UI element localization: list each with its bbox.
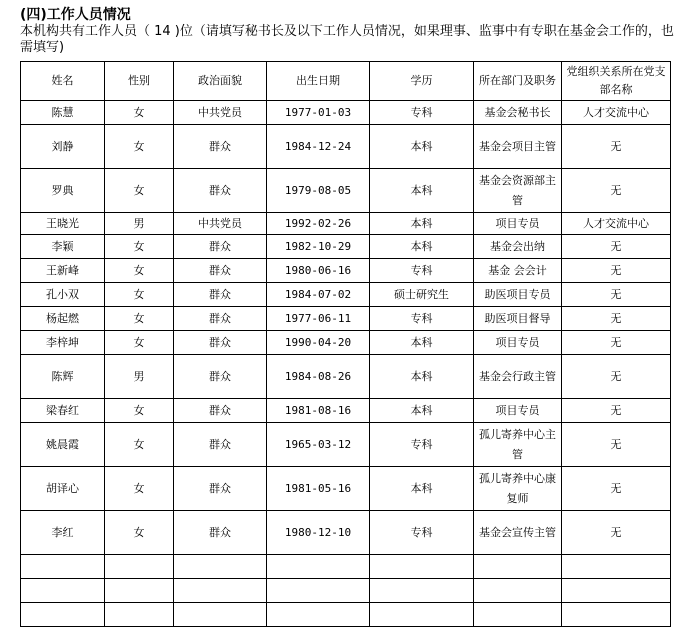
header-birth-date: 出生日期 — [267, 62, 370, 101]
cell-party-branch: 人才交流中心 — [562, 213, 671, 235]
cell-party-branch: 无 — [562, 511, 671, 555]
cell-name: 孔小双 — [21, 283, 105, 307]
cell-birth-date: 1982-10-29 — [267, 235, 370, 259]
empty-cell — [562, 579, 671, 603]
table-row — [21, 169, 671, 213]
header-department: 所在部门及职务 — [474, 62, 562, 101]
cell-department: 基金会宣传主管 — [474, 511, 562, 555]
cell-party-branch: 人才交流中心 — [562, 101, 671, 125]
table-row — [21, 355, 671, 399]
cell-party-branch: 无 — [562, 331, 671, 355]
cell-education: 本科 — [370, 331, 474, 355]
cell-birth-date: 1977-01-03 — [267, 101, 370, 125]
cell-party-branch: 无 — [562, 125, 671, 169]
cell-department: 孤儿寄养中心康复师 — [474, 467, 562, 511]
cell-name: 杨起燃 — [21, 307, 105, 331]
cell-education: 本科 — [370, 399, 474, 423]
header-name: 姓名 — [21, 62, 105, 101]
cell-political-status: 群众 — [174, 399, 267, 423]
cell-name: 陈辉 — [21, 355, 105, 399]
cell-political-status: 群众 — [174, 467, 267, 511]
cell-political-status: 群众 — [174, 235, 267, 259]
empty-cell — [474, 555, 562, 579]
cell-party-branch: 无 — [562, 355, 671, 399]
empty-cell — [267, 603, 370, 627]
empty-cell — [105, 579, 174, 603]
cell-party-branch: 无 — [562, 259, 671, 283]
cell-education: 本科 — [370, 125, 474, 169]
cell-education: 硕士研究生 — [370, 283, 474, 307]
cell-department: 项目专员 — [474, 331, 562, 355]
cell-birth-date: 1981-05-16 — [267, 467, 370, 511]
cell-political-status: 群众 — [174, 423, 267, 467]
empty-cell — [267, 579, 370, 603]
section-heading: (四)工作人员情况 — [20, 7, 131, 23]
cell-gender: 女 — [105, 125, 174, 169]
table-header-row — [21, 62, 671, 101]
cell-gender: 女 — [105, 423, 174, 467]
cell-birth-date: 1984-07-02 — [267, 283, 370, 307]
empty-cell — [105, 555, 174, 579]
cell-name: 李颖 — [21, 235, 105, 259]
cell-name: 李红 — [21, 511, 105, 555]
empty-cell — [370, 555, 474, 579]
table-row — [21, 331, 671, 355]
cell-gender: 女 — [105, 511, 174, 555]
cell-gender: 男 — [105, 213, 174, 235]
cell-education: 专科 — [370, 423, 474, 467]
cell-party-branch: 无 — [562, 467, 671, 511]
empty-cell — [174, 579, 267, 603]
table-row — [21, 213, 671, 235]
cell-party-branch: 无 — [562, 399, 671, 423]
empty-cell — [21, 579, 105, 603]
cell-education: 本科 — [370, 355, 474, 399]
cell-education: 本科 — [370, 213, 474, 235]
empty-cell — [105, 603, 174, 627]
cell-political-status: 群众 — [174, 331, 267, 355]
header-party-branch: 党组织关系所在党支部名称 — [562, 62, 671, 101]
table-row — [21, 467, 671, 511]
staff-table — [20, 61, 671, 627]
cell-name: 王晓光 — [21, 213, 105, 235]
cell-gender: 女 — [105, 399, 174, 423]
cell-name: 刘静 — [21, 125, 105, 169]
cell-name: 胡译心 — [21, 467, 105, 511]
cell-department: 项目专员 — [474, 399, 562, 423]
cell-education: 专科 — [370, 101, 474, 125]
cell-name: 王新峰 — [21, 259, 105, 283]
cell-name: 罗典 — [21, 169, 105, 213]
cell-name: 陈慧 — [21, 101, 105, 125]
cell-department: 基金会资源部主管 — [474, 169, 562, 213]
cell-birth-date: 1992-02-26 — [267, 213, 370, 235]
empty-table-row — [21, 579, 671, 603]
table-row — [21, 511, 671, 555]
table-row — [21, 283, 671, 307]
cell-political-status: 中共党员 — [174, 213, 267, 235]
cell-education: 专科 — [370, 511, 474, 555]
cell-party-branch: 无 — [562, 307, 671, 331]
cell-political-status: 群众 — [174, 169, 267, 213]
cell-gender: 女 — [105, 467, 174, 511]
cell-birth-date: 1980-06-16 — [267, 259, 370, 283]
table-row — [21, 399, 671, 423]
cell-gender: 女 — [105, 101, 174, 125]
cell-department: 基金 会会计 — [474, 259, 562, 283]
header-political-status: 政治面貌 — [174, 62, 267, 101]
cell-political-status: 中共党员 — [174, 101, 267, 125]
cell-birth-date: 1984-08-26 — [267, 355, 370, 399]
cell-political-status: 群众 — [174, 355, 267, 399]
empty-cell — [174, 603, 267, 627]
cell-political-status: 群众 — [174, 511, 267, 555]
cell-name: 姚晨霞 — [21, 423, 105, 467]
cell-party-branch: 无 — [562, 423, 671, 467]
empty-cell — [370, 579, 474, 603]
cell-education: 本科 — [370, 467, 474, 511]
cell-gender: 女 — [105, 235, 174, 259]
empty-cell — [562, 603, 671, 627]
cell-department: 基金会出纳 — [474, 235, 562, 259]
cell-gender: 女 — [105, 307, 174, 331]
cell-department: 项目专员 — [474, 213, 562, 235]
empty-cell — [562, 555, 671, 579]
empty-cell — [474, 603, 562, 627]
cell-department: 基金会行政主管 — [474, 355, 562, 399]
cell-education: 专科 — [370, 259, 474, 283]
cell-gender: 男 — [105, 355, 174, 399]
cell-political-status: 群众 — [174, 259, 267, 283]
cell-birth-date: 1980-12-10 — [267, 511, 370, 555]
cell-department: 助医项目督导 — [474, 307, 562, 331]
cell-birth-date: 1977-06-11 — [267, 307, 370, 331]
cell-birth-date: 1984-12-24 — [267, 125, 370, 169]
cell-name: 梁春红 — [21, 399, 105, 423]
cell-birth-date: 1965-03-12 — [267, 423, 370, 467]
cell-education: 专科 — [370, 307, 474, 331]
empty-table-row — [21, 603, 671, 627]
table-row — [21, 259, 671, 283]
cell-gender: 女 — [105, 331, 174, 355]
cell-name: 李梓坤 — [21, 331, 105, 355]
cell-gender: 女 — [105, 259, 174, 283]
table-row — [21, 235, 671, 259]
table-row — [21, 125, 671, 169]
cell-department: 基金会项目主管 — [474, 125, 562, 169]
table-row — [21, 423, 671, 467]
empty-cell — [21, 603, 105, 627]
empty-table-row — [21, 555, 671, 579]
cell-political-status: 群众 — [174, 307, 267, 331]
table-row — [21, 307, 671, 331]
intro-text: 本机构共有工作人员（ 14 )位（请填写秘书长及以下工作人员情况，如果理事、监事中有专职在基金会工作的，也需填写) — [20, 24, 674, 55]
table-row — [21, 101, 671, 125]
cell-party-branch: 无 — [562, 283, 671, 307]
empty-cell — [474, 579, 562, 603]
cell-department: 助医项目专员 — [474, 283, 562, 307]
cell-birth-date: 1979-08-05 — [267, 169, 370, 213]
empty-cell — [370, 603, 474, 627]
cell-party-branch: 无 — [562, 235, 671, 259]
empty-cell — [21, 555, 105, 579]
cell-party-branch: 无 — [562, 169, 671, 213]
cell-education: 本科 — [370, 235, 474, 259]
cell-department: 孤儿寄养中心主管 — [474, 423, 562, 467]
cell-gender: 女 — [105, 169, 174, 213]
cell-birth-date: 1990-04-20 — [267, 331, 370, 355]
cell-gender: 女 — [105, 283, 174, 307]
cell-birth-date: 1981-08-16 — [267, 399, 370, 423]
cell-political-status: 群众 — [174, 125, 267, 169]
empty-cell — [174, 555, 267, 579]
empty-cell — [267, 555, 370, 579]
cell-education: 本科 — [370, 169, 474, 213]
header-education: 学历 — [370, 62, 474, 101]
cell-political-status: 群众 — [174, 283, 267, 307]
cell-department: 基金会秘书长 — [474, 101, 562, 125]
header-gender: 性别 — [105, 62, 174, 101]
